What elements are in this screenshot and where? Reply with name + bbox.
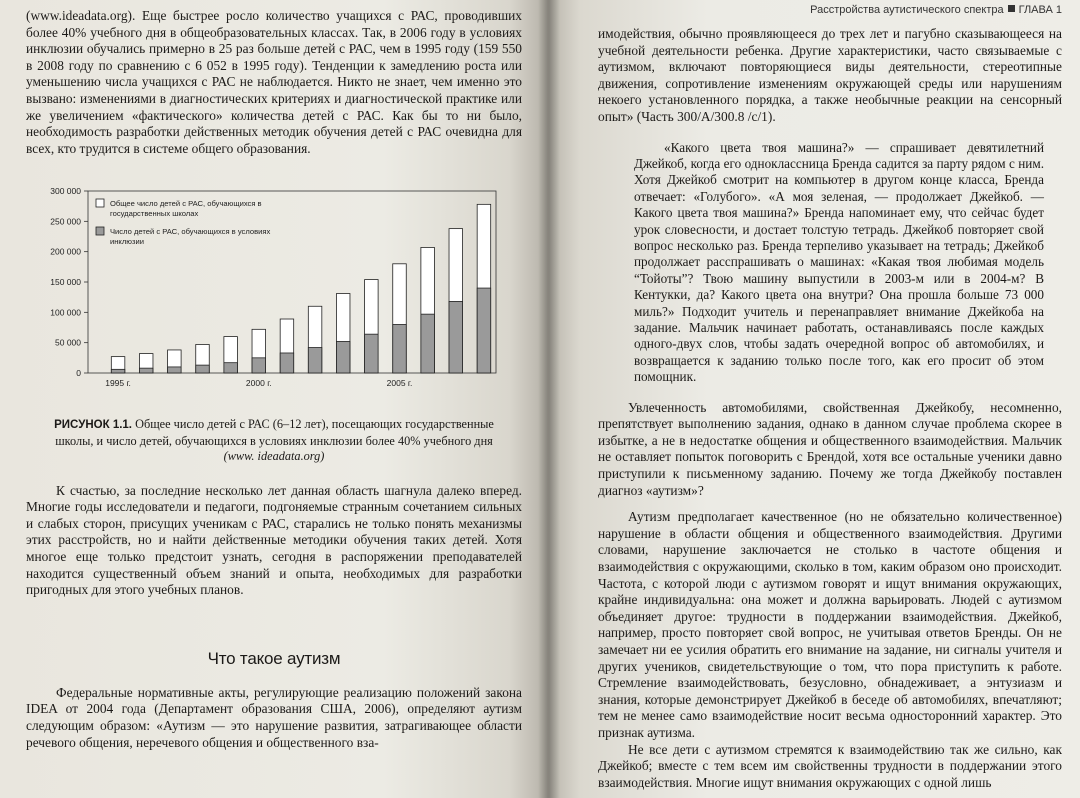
- bar-inclusion: [308, 348, 322, 373]
- running-head-title: Расстройства аутистического спектра: [810, 4, 1004, 16]
- figure-caption: [26, 417, 522, 464]
- case-example: [634, 140, 1044, 386]
- bar-inclusion: [139, 368, 153, 373]
- bar-inclusion: [449, 302, 463, 374]
- x-tick-label: 2000 г.: [245, 378, 272, 389]
- bar-inclusion: [111, 370, 125, 374]
- legend-swatch-total: [96, 199, 104, 207]
- left-paragraph-bottom: Федеральные нормативные акты, регулирующие реализацию положений закона IDEA от 2004 года (Департамент образования США, 2006), определяют аутизм следующим образом: «Аутизм — это нарушение развития, затрагивающее области речевого общения, неречевого общения и общественного вза-: [26, 684, 522, 750]
- bar-inclusion: [393, 325, 407, 374]
- bar-inclusion: [224, 363, 238, 373]
- left-paragraph-top: (www.ideadata.org). Еще быстрее росло количество учащихся с РАС, проводивших более 40% учебного дня в общеобразовательных классах. Так, в 2006 году в условиях инклюзии обучались примерно в 25 раз больше детей с РАС, чем в 1995 году (159 550 в 2008 году по сравнению с 6 052 в 1995 году). Тенденции к замедлению роста или уменьшению числа учащихся с РАС не наблюдается. Никто не знает, чем именно это вызвано: изменениями в диагностических критериях и диагностической практике или же увеличением «фактического» количества детей с РАС. Как бы то ни было, необходимость разработки действенных методик обучения детей с РАС очевидна для всех, кто трудится в системе общего образования.: [26, 8, 522, 156]
- figure-label: РИСУНОК 1.1.: [54, 419, 132, 432]
- figure-chart: [26, 183, 522, 411]
- y-tick-label: 50 000: [55, 338, 81, 349]
- bar-inclusion: [365, 335, 379, 374]
- bar-inclusion: [477, 288, 491, 373]
- legend-label-total: Общее число детей с РАС, обучающихся в: [110, 199, 262, 209]
- running-head: [598, 4, 1062, 16]
- y-tick-label: 200 000: [50, 247, 81, 258]
- bar-inclusion: [168, 367, 182, 373]
- bar-inclusion: [336, 342, 350, 374]
- bar-chart: [26, 183, 522, 411]
- y-tick-label: 300 000: [50, 186, 81, 197]
- bar-inclusion: [421, 314, 435, 373]
- right-paragraph-4: Не все дети с аутизмом стремятся к взаимодействию так же сильно, как Джейкоб; вместе с тем всем им свойственны трудности в поддержании этого взаимодействия. Многие ищут внимания окружающих с одной лишь: [598, 741, 1062, 790]
- x-tick-label: 2005 г.: [386, 378, 413, 389]
- right-page: [548, 0, 1080, 798]
- legend-swatch-inclusion: [96, 227, 104, 235]
- right-paragraph-top: имодействия, обычно проявляющееся до трех лет и пагубно сказывающееся на учебной деятельности ребенка. Другие характеристики, часто связываемые с аутизмом, включают повторяющиеся виды деятельности, стереотипные движения, сопротивление изменениям окружающей среды или нарушениям некоего установленного порядка, а также необычные реакции на сенсорный опыт» (Часть 300/A/300.8 /c/1).: [598, 26, 1062, 124]
- case-example-text: «Какого цвета твоя машина?» — спрашивает девятилетний Джейкоб, когда его одноклассница Бренда садится за парту рядом с ним. Хотя Джейкоб смотрит на компьютер в другом конце класса, Бренда отвечает: «Голубого». «А моя зеленая, — продолжает Джейкоб. — Какого цвета твоя машина?» Бренда напоминает ему, что сейчас будет урок словесности, и достает толстую тетрадь. Джейкоб повторяет свой вопрос несколько раз. Бренда терпеливо указывает на тетрадь; Джейкоб продолжает расспрашивать о машинах: «Какая твоя любимая модель “Тойоты”? Твою машину выпустили в 2003-м или в 2004-м? В Кентукки, да? Какого цвета она внутри? Она прошла больше 73 000 миль?» Подходит учитель и перенаправляет внимание Джейкоба на задание. Мальчик начинает работать, останавливаясь после каждых одного-двух слов, чтобы задать очередной вопрос об автомобилях, и возвращается к заданию только после того, как его просит об этом помощник.: [634, 139, 1044, 385]
- legend-label-total: государственных школах: [110, 209, 199, 219]
- figure-caption-text: Общее число детей с РАС (6–12 лет), посещающих государственные школы, и число детей, обучающихся в условиях инклюзии более 40% учебного дня: [55, 417, 494, 448]
- figure-source: (www. ideadata.org): [223, 449, 325, 464]
- legend-label-inclusion: Число детей с РАС, обучающихся в условиях: [110, 227, 271, 237]
- legend-label-inclusion: инклюзии: [110, 237, 144, 247]
- right-paragraph-2: Увлеченность автомобилями, свойственная Джейкобу, несомненно, препятствует выполнению задания, однако в данном случае проблема скорее в избытке, а не в недостатке общения и общественного взаимодействия. Мальчик не оставляет попыток поговорить с Брендой, хотя все остальные ученики давно приступили к письменному заданию. Почему же тогда Джейкобу поставлен диагноз «аутизм»?: [598, 399, 1062, 498]
- bar-inclusion: [280, 353, 294, 373]
- y-tick-label: 0: [76, 368, 81, 379]
- section-heading: Что такое аутизм: [207, 648, 341, 668]
- bar-inclusion: [252, 358, 266, 373]
- square-bullet-icon: [1008, 5, 1015, 12]
- y-tick-label: 100 000: [50, 307, 81, 318]
- y-tick-label: 150 000: [50, 277, 81, 288]
- left-paragraph-after-figure: К счастью, за последние несколько лет данная область шагнула далеко вперед. Многие годы исследователи и педагоги, подгоняемые странным сочетанием сильных и слабых сторон, присущих ученикам с РАС, старались не только понять механизмы этих расстройств, но и найти действенные методики обучения таких детей. Хотя многое еще только предстоит узнать, сегодня в распоряжении преподавателей находится существенный объем знаний и опыта, необходимых для разработки пригодных для этого учебных планов.: [26, 482, 522, 598]
- right-paragraph-3: Аутизм предполагает качественное (но не обязательно количественное) нарушение в области общения и общественного взаимодействия. Другими словами, нарушение заключается не столько в частоте общения и взаимодействия с окружающими, сколько в том, каким образом оно происходит. Частота, с которой люди с аутизмом говорят и ищут внимания окружающих, крайне индивидуальна: она может и должна варьировать. Людей с аутизмом объединяет другое: трудности в поддержании взаимодействия. Джейкоб, например, просто повторяет свой вопрос, не учитывая ответов Бренды. Он не замечает ни ее усилия обратить его внимание на задание, ни сигналы учителя и других учеников, свидетельствующие о том, что пора приступить к работе. Стремление взаимодействовать, безусловно, обнадеживает, а энтузиазм и знания, которые демонстрирует Джейкоб в беседе об автомобилях, впечатляют; тем не менее само взаимодействие носит весьма односторонний характер. Это признак аутизма.: [598, 509, 1062, 740]
- y-tick-label: 250 000: [50, 216, 81, 227]
- running-head-chapter: ГЛАВА 1: [1018, 4, 1062, 16]
- x-tick-label: 1995 г.: [105, 378, 131, 389]
- bar-inclusion: [196, 365, 210, 373]
